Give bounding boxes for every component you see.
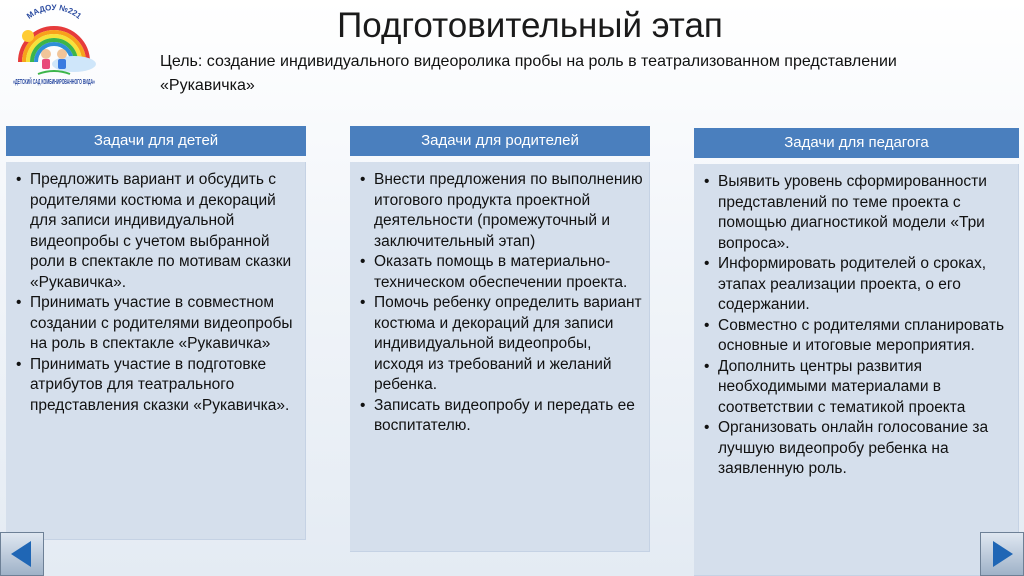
- arrow-left-icon: [1, 533, 43, 575]
- column-body: [6, 162, 306, 540]
- column-body: [350, 162, 650, 552]
- task-item: • Информировать родителей о сроках, этапах реализации проекта, о его содержании.: [702, 254, 1012, 316]
- task-item: • Принимать участие в подготовке атрибутов для театрального представления сказки «Рукавичка».: [14, 355, 299, 417]
- svg-text:МАДОУ №221: [25, 3, 84, 21]
- task-list: [14, 170, 299, 416]
- task-item: • Совместно с родителями спланировать основные и итоговые мероприятия.: [702, 316, 1012, 357]
- column-header: Задачи для детей: [6, 126, 306, 156]
- task-item: • Организовать онлайн голосование за лучшую видеопробу ребенка на заявленную роль.: [702, 418, 1012, 480]
- column-children-tasks: [6, 126, 306, 540]
- goal-text: Цель: создание индивидуального видеоролика пробы на роль в театрализованном представлении «Рукавичка»: [160, 53, 897, 94]
- column-parents-tasks: [350, 126, 650, 552]
- arrow-right-icon: [981, 533, 1023, 575]
- prev-slide-button[interactable]: [0, 532, 44, 576]
- column-teacher-tasks: [694, 128, 1019, 576]
- logo-top-text: МАДОУ №221: [25, 2, 84, 21]
- task-list: [702, 172, 1012, 480]
- task-item: • Оказать помощь в материально-техническом обеспечении проекта.: [358, 252, 643, 293]
- column-header: Задачи для педагога: [694, 128, 1019, 158]
- logo-bottom-text: «ДЕТСКИЙ САД КОМБИНИРОВАННОГО ВИДА»: [13, 77, 95, 86]
- kindergarten-logo: [4, 2, 104, 100]
- task-item: • Выявить уровень сформированности представлений по теме проекта с помощью диагностикой модели «Три вопроса».: [702, 172, 1012, 254]
- column-body: [694, 164, 1019, 576]
- task-list: [358, 170, 643, 437]
- task-item: • Предложить вариант и обсудить с родителями костюма и декораций для записи индивидуальной видеопробы с учетом выбранной роли в спектакле по мотивам сказки «Рукавичка».: [14, 170, 299, 293]
- task-item: • Внести предложения по выполнению итогового продукта проектной деятельности (промежуточный и заключительный этап): [358, 170, 643, 252]
- svg-text:«ДЕТСКИЙ САД КОМБИНИРОВАННОГО: [13, 77, 95, 86]
- column-header: Задачи для родителей: [350, 126, 650, 156]
- task-item: • Помочь ребенку определить вариант костюма и декораций для записи индивидуальной видеопробы, исходя из требований и желаний ребенка.: [358, 293, 643, 396]
- task-item: • Дополнить центры развития необходимыми материалами в соответствии с тематикой проекта: [702, 357, 1012, 419]
- next-slide-button[interactable]: [980, 532, 1024, 576]
- task-item: • Записать видеопробу и передать ее воспитателю.: [358, 396, 643, 437]
- task-item: • Принимать участие в совместном создании с родителями видеопробы на роль в спектакле «Рукавичка»: [14, 293, 299, 355]
- page-title: Подготовительный этап: [337, 6, 723, 45]
